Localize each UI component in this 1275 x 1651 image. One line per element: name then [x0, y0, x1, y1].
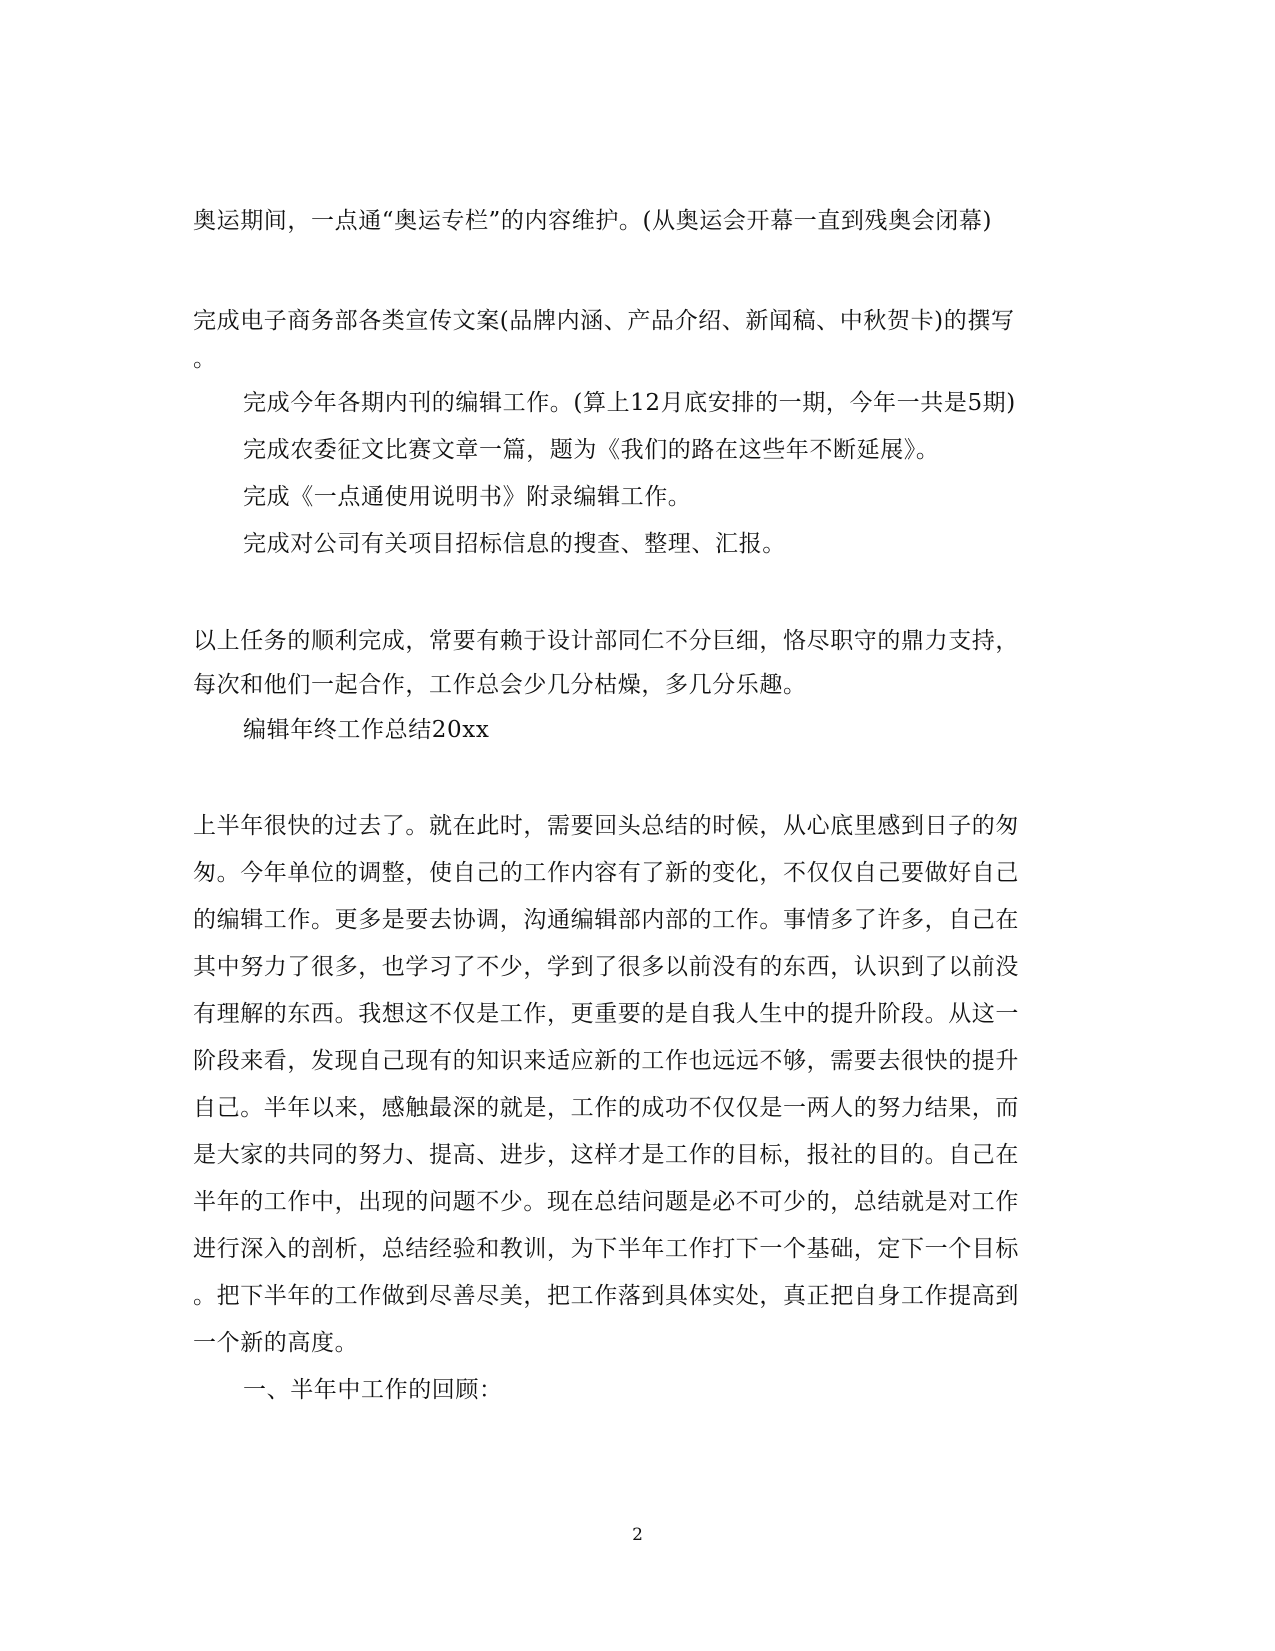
- text-line: 完成今年各期内刊的编辑工作。(算上12月底安排的一期，今年一共是5期): [243, 390, 1016, 416]
- text-line: 进行深入的剖析，总结经验和教训，为下半年工作打下一个基础，定下一个目标: [193, 1236, 1019, 1262]
- text-line: 阶段来看，发现自己现有的知识来适应新的工作也远远不够，需要去很快的提升: [193, 1048, 1019, 1074]
- text-line: 完成《一点通使用说明书》附录编辑工作。: [243, 484, 692, 510]
- section-heading: 一、半年中工作的回顾：: [243, 1377, 503, 1403]
- text-line: 其中努力了很多，也学习了不少，学到了很多以前没有的东西，认识到了以前没: [193, 954, 1019, 980]
- text-line: 完成对公司有关项目招标信息的搜查、整理、汇报。: [243, 531, 786, 557]
- section-heading: 编辑年终工作总结20xx: [243, 717, 490, 743]
- text-line: 。把下半年的工作做到尽善尽美，把工作落到具体实处，真正把自身工作提高到: [193, 1283, 1019, 1309]
- page-number: 2: [632, 1525, 643, 1545]
- text-line: 的编辑工作。更多是要去协调，沟通编辑部内部的工作。事情多了许多，自己在: [193, 907, 1019, 933]
- text-line: 以上任务的顺利完成，常要有赖于设计部同仁不分巨细，恪尽职守的鼎力支持，: [193, 628, 1019, 654]
- text-line: 。: [193, 346, 217, 372]
- text-line: 完成农委征文比赛文章一篇，题为《我们的路在这些年不断延展》。: [243, 437, 940, 463]
- text-line: 匆。今年单位的调整，使自己的工作内容有了新的变化，不仅仅自己要做好自己: [193, 860, 1019, 886]
- text-line: 半年的工作中，出现的问题不少。现在总结问题是必不可少的，总结就是对工作: [193, 1189, 1019, 1215]
- text-line: 自己。半年以来，感触最深的就是，工作的成功不仅仅是一两人的努力结果，而: [193, 1095, 1019, 1121]
- text-line: 有理解的东西。我想这不仅是工作，更重要的是自我人生中的提升阶段。从这一: [193, 1001, 1019, 1027]
- text-line: 奥运期间，一点通“奥运专栏”的内容维护。(从奥运会开幕一直到残奥会闭幕): [193, 208, 993, 234]
- text-line: 是大家的共同的努力、提高、进步，这样才是工作的目标，报社的目的。自己在: [193, 1142, 1019, 1168]
- text-line: 一个新的高度。: [193, 1330, 359, 1356]
- text-line: 完成电子商务部各类宣传文案(品牌内涵、产品介绍、新闻稿、中秋贺卡)的撰写: [193, 308, 1015, 334]
- text-line: 每次和他们一起合作，工作总会少几分枯燥，多几分乐趣。: [193, 672, 807, 698]
- text-line: 上半年很快的过去了。就在此时，需要回头总结的时候，从心底里感到日子的匆: [193, 813, 1019, 839]
